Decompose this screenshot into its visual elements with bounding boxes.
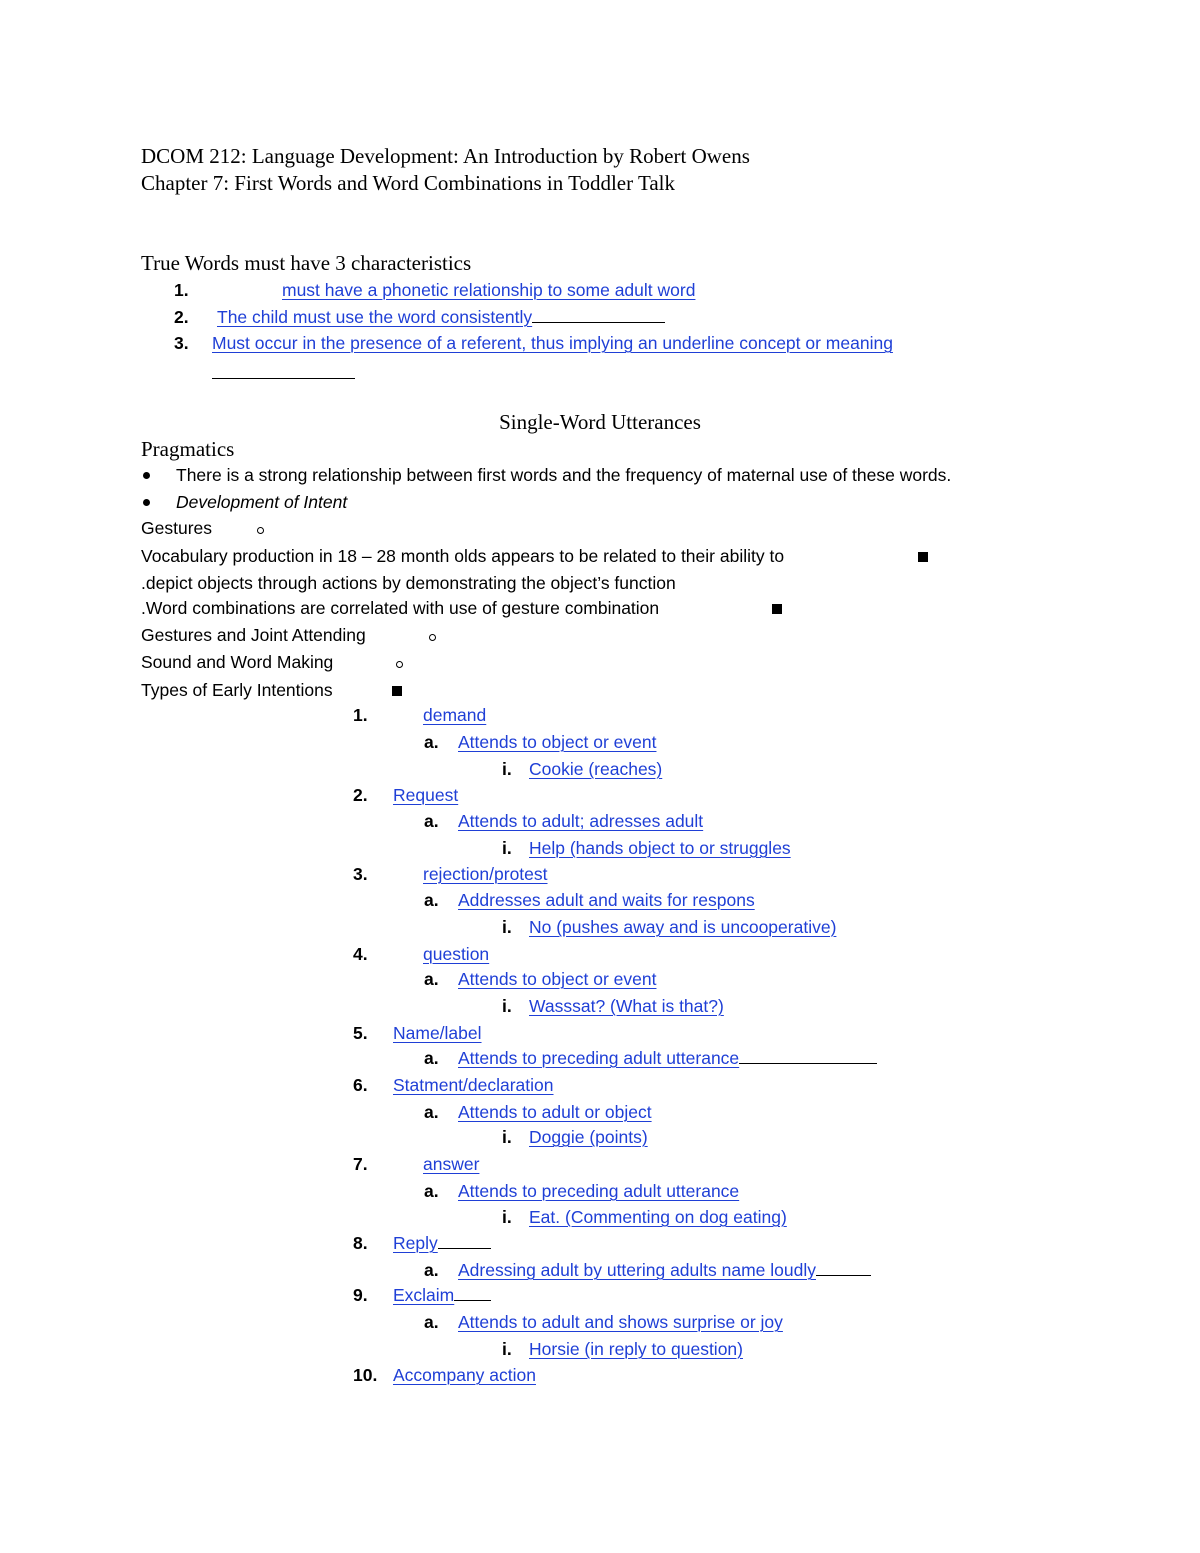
intention-3-sub-i [502,919,842,937]
pragmatics-heading: Pragmatics [141,437,235,461]
intention-8 [353,1235,491,1253]
item-number: 3. [174,333,189,353]
sub-marker: i. [502,917,512,937]
sub-marker: a. [424,969,439,989]
intention-2 [353,787,464,805]
answer-blank [739,1062,877,1064]
intention-7-sub-i [502,1209,787,1227]
intention-3-sub-a [424,892,755,910]
item-number: 2. [174,307,189,327]
sub-text: Wasssat? (What is that?) [529,996,724,1016]
sub-text: Addresses adult and waits for respons [458,890,755,910]
true-words-item-3 [174,335,898,353]
sub-marker: a. [424,1102,439,1122]
bullet-icon [143,472,150,479]
intention-number: 6. [353,1075,368,1095]
sub-text: Help (hands object to or struggles [529,838,791,858]
sub-text: Attends to object or event [458,969,657,989]
intention-number: 3. [353,864,368,884]
intention-number: 5. [353,1023,368,1043]
intention-number: 7. [353,1154,368,1174]
intention-label: rejection/protest [423,864,548,884]
intention-number: 1. [353,705,368,725]
intention-9 [353,1287,491,1305]
word-combination-line: .Word combinations are correlated with use of gesture combination [141,598,660,618]
circle-bullet-icon [429,634,436,641]
square-bullet-icon [772,604,782,614]
answer-blank [212,377,355,379]
sub-marker: a. [424,1181,439,1201]
intention-label: question [423,944,490,964]
sub-text: No (pushes away and is uncooperative) [529,917,837,937]
sub-marker: i. [502,1127,512,1147]
intention-1 [353,707,486,725]
sub-marker: a. [424,811,439,831]
square-bullet-icon [918,552,928,562]
sub-text: Attends to preceding adult utterance [458,1048,740,1068]
item-number: 1. [174,280,189,300]
types-label: Types of Early Intentions [141,680,333,700]
intention-number: 9. [353,1285,368,1305]
sub-text: Attends to adult and shows surprise or joy [458,1312,783,1332]
intention-label: Name/label [393,1023,482,1043]
intention-9-sub-i [502,1341,743,1359]
intention-6-sub-i [502,1129,648,1147]
answer-blank [816,1274,871,1276]
intention-9-sub-a [424,1314,789,1332]
intention-1-sub-a [424,734,662,752]
intention-6-sub-a [424,1104,676,1122]
true-words-item-1 [174,282,719,300]
sub-text: Cookie (reaches) [529,759,663,779]
course-title: DCOM 212: Language Development: An Introduction by Robert Owens [141,144,750,168]
intention-2-sub-i [502,840,797,858]
bullet-2-text: Development of Intent [176,492,348,512]
sub-text: Attends to preceding adult utterance [458,1181,740,1201]
intention-7-sub-a [424,1183,745,1201]
circle-bullet-icon [257,527,264,534]
intention-number: 4. [353,944,368,964]
intention-5-sub-a [424,1050,877,1068]
true-words-item-2 [174,309,665,327]
sub-marker: a. [424,732,439,752]
depict-line: .depict objects through actions by demonstrating the object’s function [141,573,676,593]
item-text: The child must use the word consistently [217,307,533,327]
chapter-title: Chapter 7: First Words and Word Combinations in Toddler Talk [141,171,676,195]
intention-8-sub-a [424,1262,871,1280]
answer-blank [532,321,665,323]
intention-3 [353,866,554,884]
intention-1-sub-i [502,761,662,779]
intention-label: Statment/declaration [393,1075,554,1095]
intention-label: Reply [393,1233,438,1253]
sub-text: Attends to adult or object [458,1102,652,1122]
sub-marker: a. [424,1260,439,1280]
section-title: Single-Word Utterances [499,410,701,434]
intention-4 [353,946,489,964]
bullet-icon [143,499,150,506]
intention-label: demand [423,705,487,725]
sub-marker: a. [424,890,439,910]
sub-text: Horsie (in reply to question) [529,1339,743,1359]
sub-marker: a. [424,1312,439,1332]
bullet-1-text: There is a strong relationship between first words and the frequency of maternal use of these words. [176,465,952,485]
sub-marker: i. [502,759,512,779]
intention-5 [353,1025,486,1043]
intention-label: Exclaim [393,1285,455,1305]
vocab-line: Vocabulary production in 18 – 28 month olds appears to be related to their ability to [141,546,785,566]
square-bullet-icon [392,686,402,696]
intention-number: 10. [353,1365,378,1385]
answer-blank [438,1247,491,1249]
sub-marker: a. [424,1048,439,1068]
sub-text: Adressing adult by uttering adults name loudly [458,1260,816,1280]
gestures-label: Gestures [141,518,212,538]
intention-4-sub-i [502,998,724,1016]
intention-label: Accompany action [393,1365,536,1385]
item-text: must have a phonetic relationship to some adult word [282,280,696,300]
sub-marker: i. [502,1339,512,1359]
intention-label: Request [393,785,459,805]
intention-number: 2. [353,785,368,805]
sub-text: Doggie (points) [529,1127,648,1147]
sub-marker: i. [502,838,512,858]
answer-blank [454,1299,491,1301]
sound-word-label: Sound and Word Making [141,652,334,672]
circle-bullet-icon [396,661,403,668]
intention-6 [353,1077,559,1095]
sub-marker: i. [502,996,512,1016]
intention-4-sub-a [424,971,662,989]
joint-attending-label: Gestures and Joint Attending [141,625,366,645]
item-text: Must occur in the presence of a referent, thus implying an underline concept or meaning [212,333,893,353]
true-words-heading: True Words must have 3 characteristics [141,251,472,275]
intention-number: 8. [353,1233,368,1253]
sub-marker: i. [502,1207,512,1227]
intention-7 [353,1156,483,1174]
sub-text: Attends to adult; adresses adult [458,811,704,831]
intention-label: answer [423,1154,480,1174]
sub-text: Eat. (Commenting on dog eating) [529,1207,787,1227]
sub-text: Attends to object or event [458,732,657,752]
intention-2-sub-a [424,813,709,831]
intention-10 [353,1367,548,1385]
